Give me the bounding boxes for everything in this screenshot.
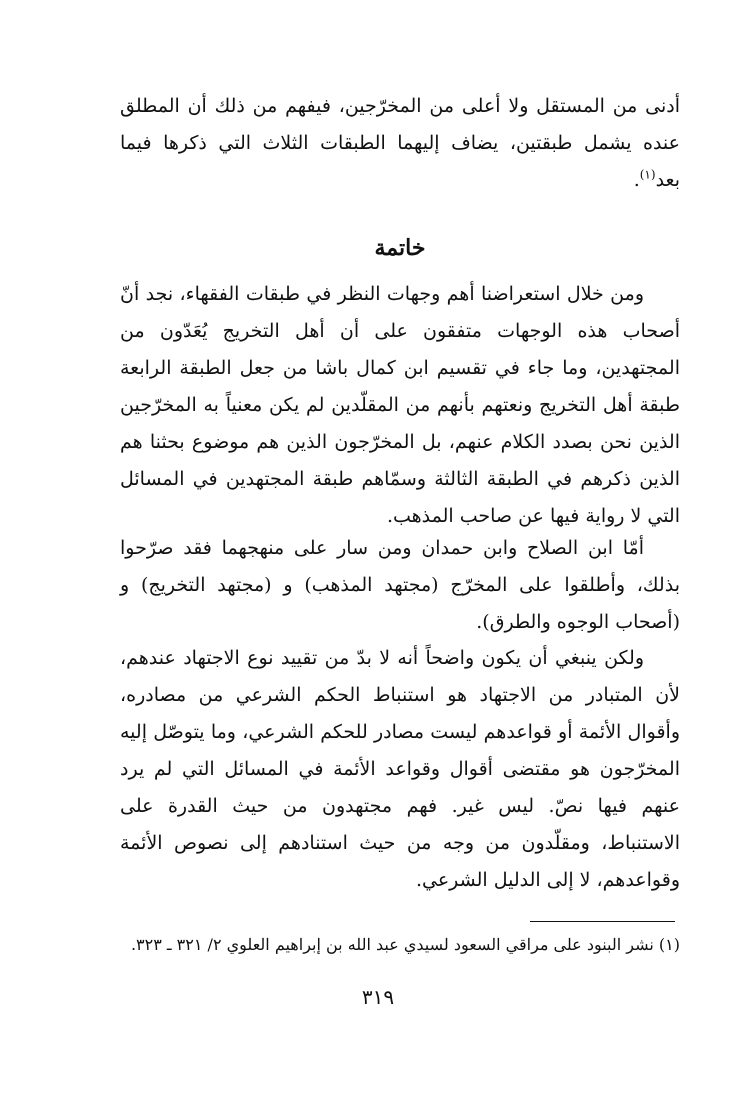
paragraph-conclusion-2: أمّا ابن الصلاح وابن حمدان ومن سار على منهجهما فقد صرّحوا بذلك، وأطلقوا على المخرّج (مجتهد المذهب) و (مجتهد التخريج) و (أصحاب الوجوه والطرق). (120, 537, 680, 633)
footnote-reference: (١) (639, 167, 656, 182)
section-heading: خاتمة (374, 235, 426, 261)
paragraph-continuation (120, 88, 680, 199)
paragraph-text: أدنى من المستقل ولا أعلى من المخرّجين، فيفهم من ذلك أن المطلق عنده يشمل طبقتين، يضاف إليهما الطبقات الثلاث التي ذكرها فيما بعد (120, 95, 680, 191)
page-number: ٣١٩ (361, 985, 395, 1009)
paragraph-conclusion-1: ومن خلال استعراضنا أهم وجهات النظر في طبقات الفقهاء، نجد أنّ أصحاب هذه الوجهات متفقون على أن أهل التخريج يُعَدّون من المجتهدين، وما جاء في تقسيم ابن كمال باشا من جعل الطبقة الرابعة طبقة أهل التخريج ونعتهم بأنهم من المقلّدين لم يكن معنياً به المخرّجين الذين نحن بصدد الكلام عنهم، بل المخرّجون الذين هم موضوع بحثنا هم الذين ذكرهم في الطبقة الثالثة وسمّاهم طبقة المجتهدين في المسائل التي لا رواية فيها عن صاحب المذهب. (120, 283, 680, 527)
footnote: (١) نشر البنود على مراقي السعود لسيدي عبد الله بن إبراهيم العلوي ٢/ ٣٢١ ـ ٣٢٣. (130, 935, 680, 954)
footnote-separator (530, 921, 675, 922)
paragraph-conclusion-3: ولكن ينبغي أن يكون واضحاً أنه لا بدّ من تقييد نوع الاجتهاد عندهم، لأن المتبادر من الاجتهاد هو استنباط الحكم الشرعي من مصادره، وأقوال الأئمة أو قواعدهم ليست مصادر للحكم الشرعي، وما يتوصّل إليه المخرّجون هو مقتضى أقوال وقواعد الأئمة في المسائل التي لم يرد عنهم فيها نصّ. ليس غير. فهم مجتهدون من حيث القدرة على الاستنباط، ومقلّدون من وجه من حيث استنادهم إلى نصوص الأئمة وقواعدهم، لا إلى الدليل الشرعي. (120, 647, 680, 891)
paragraph-end-mark: . (633, 169, 640, 191)
